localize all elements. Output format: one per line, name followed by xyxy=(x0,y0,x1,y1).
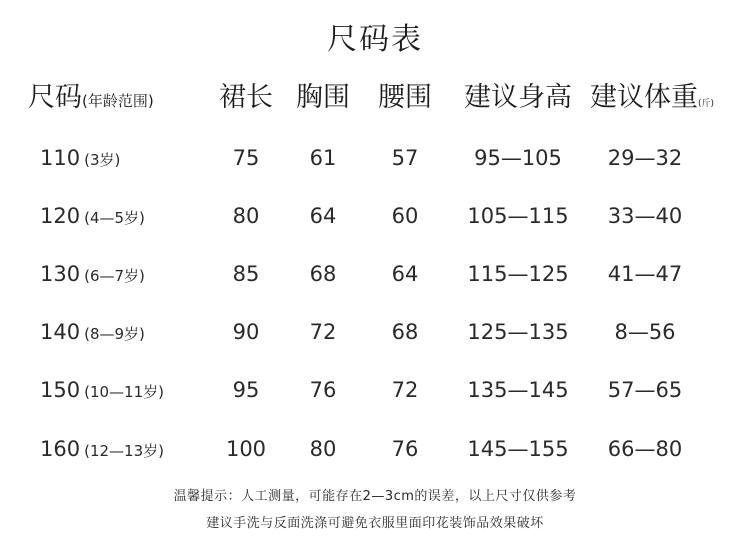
header-size-age-range: (年龄范围) xyxy=(82,92,154,110)
header-size xyxy=(28,76,154,120)
cell-skirt-length: 80 xyxy=(232,204,260,228)
age-range: (4—5岁) xyxy=(84,209,145,227)
age-range: (3岁) xyxy=(84,151,121,169)
cell-height: 105—115 xyxy=(467,204,569,228)
header-size-label: 尺码 xyxy=(28,82,82,113)
table-row xyxy=(0,368,750,412)
size-value: 120 xyxy=(40,204,81,228)
size-value: 140 xyxy=(40,320,81,344)
cell-weight: 33—40 xyxy=(607,204,683,228)
cell-chest: 68 xyxy=(309,262,337,286)
size-value: 110 xyxy=(40,146,81,170)
cell-chest: 72 xyxy=(309,320,337,344)
cell-skirt-length: 90 xyxy=(232,320,260,344)
cell-skirt-length: 100 xyxy=(225,437,267,461)
cell-height: 135—145 xyxy=(467,378,569,402)
age-range: (8—9岁) xyxy=(84,325,145,343)
cell-weight: 41—47 xyxy=(607,262,683,286)
cell-chest: 76 xyxy=(309,378,337,402)
cell-waist: 68 xyxy=(391,320,419,344)
cell-weight: 57—65 xyxy=(607,378,683,402)
cell-chest: 80 xyxy=(309,437,337,461)
size-value: 130 xyxy=(40,262,81,286)
cell-size xyxy=(40,194,145,238)
table-row xyxy=(0,252,750,296)
cell-height: 115—125 xyxy=(467,262,569,286)
age-range: (10—11岁) xyxy=(84,383,164,401)
cell-size xyxy=(40,252,145,296)
cell-waist: 57 xyxy=(391,146,419,170)
cell-waist: 72 xyxy=(391,378,419,402)
header-weight-label: 建议体重 xyxy=(590,82,698,113)
cell-size xyxy=(40,427,164,471)
table-row xyxy=(0,310,750,354)
page-title: 尺码表 xyxy=(327,22,423,57)
size-value: 160 xyxy=(40,437,81,461)
tip-note: 温馨提示：人工测量，可能存在2—3cm的误差，以上尺寸仅供参考 xyxy=(173,489,577,504)
cell-skirt-length: 85 xyxy=(232,262,260,286)
age-range: (12—13岁) xyxy=(84,442,164,460)
header-chest: 胸围 xyxy=(296,82,350,113)
cell-chest: 61 xyxy=(309,146,337,170)
cell-height: 95—105 xyxy=(474,146,562,170)
header-weight-unit: (斤) xyxy=(698,99,715,109)
table-row xyxy=(0,136,750,180)
table-header xyxy=(0,76,750,120)
cell-size xyxy=(40,368,164,412)
cell-waist: 64 xyxy=(391,262,419,286)
header-weight xyxy=(590,76,714,120)
cell-skirt-length: 95 xyxy=(232,378,260,402)
cell-weight: 29—32 xyxy=(607,146,683,170)
cell-height: 125—135 xyxy=(467,320,569,344)
cell-size xyxy=(40,310,145,354)
cell-chest: 64 xyxy=(309,204,337,228)
size-value: 150 xyxy=(40,378,81,402)
cell-waist: 76 xyxy=(391,437,419,461)
cell-skirt-length: 75 xyxy=(232,146,260,170)
header-skirt-length: 裙长 xyxy=(219,82,273,113)
table-row xyxy=(0,194,750,238)
header-waist: 腰围 xyxy=(378,82,432,113)
header-height: 建议身高 xyxy=(464,82,572,113)
cell-weight: 8—56 xyxy=(614,320,676,344)
age-range: (6—7岁) xyxy=(84,267,145,285)
cell-size xyxy=(40,136,120,180)
table-row xyxy=(0,427,750,471)
care-note: 建议手洗与反面洗涤可避免衣服里面印花装饰品效果破坏 xyxy=(206,516,544,531)
cell-height: 145—155 xyxy=(467,437,569,461)
cell-weight: 66—80 xyxy=(607,437,683,461)
cell-waist: 60 xyxy=(391,204,419,228)
